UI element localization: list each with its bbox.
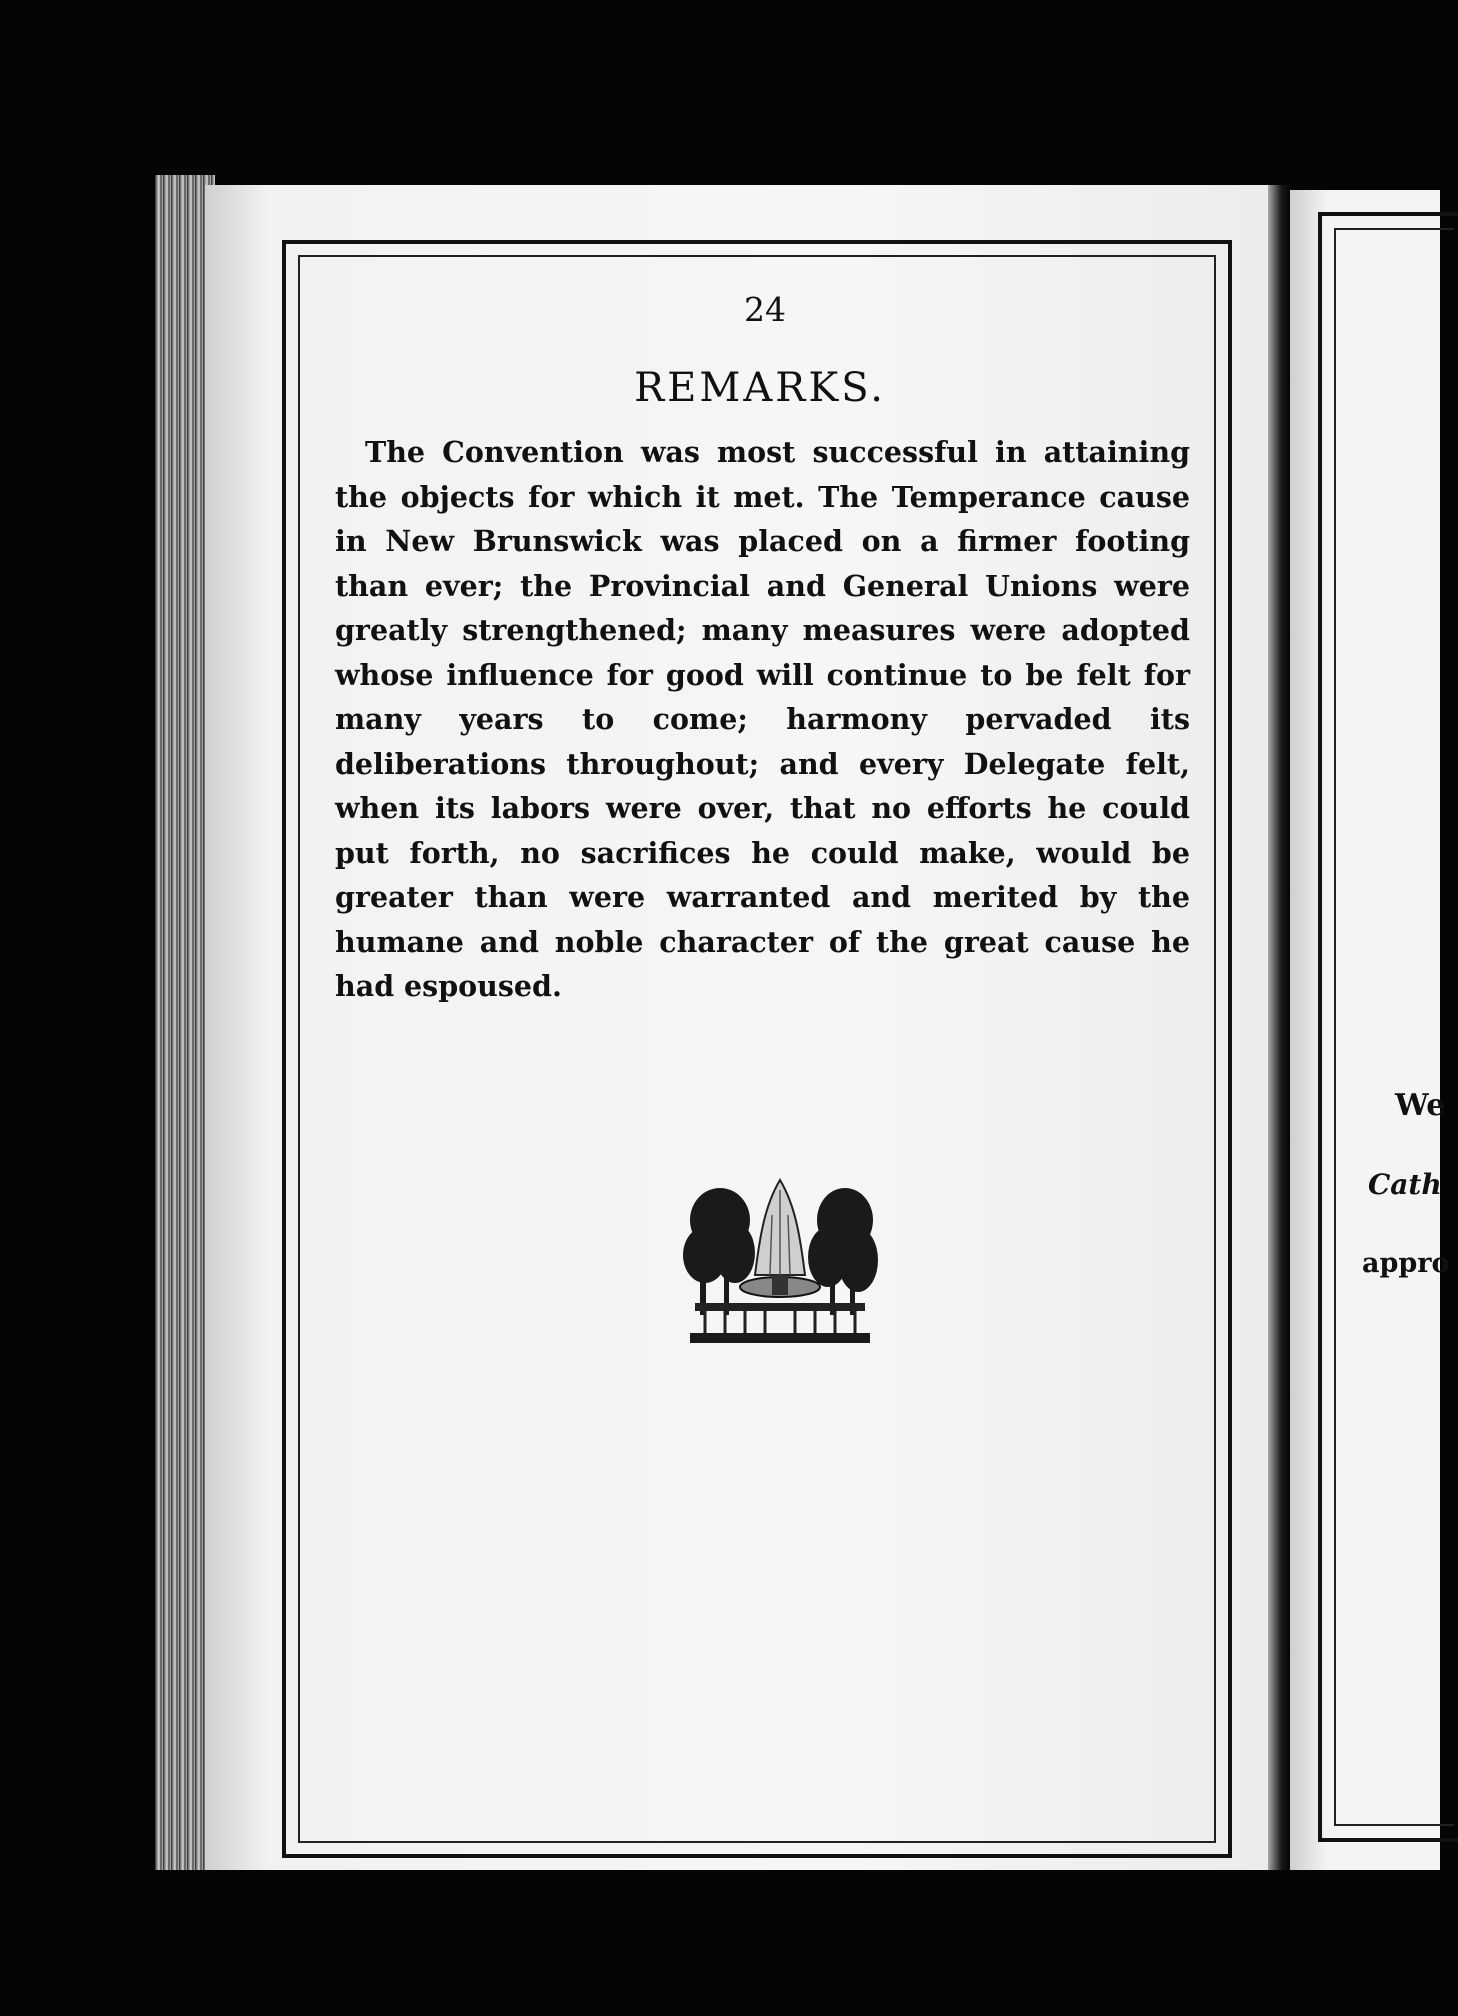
right-page-fragment: appro <box>1362 1248 1450 1279</box>
right-page-fragment: We <box>1395 1088 1446 1123</box>
fountain-ornament <box>680 1175 880 1353</box>
book-gutter <box>1268 185 1290 1870</box>
page-number: 24 <box>744 290 786 329</box>
remarks-paragraph: The Convention was most successful in attaining the objects for which it met. The Temperance cause in New Brunswick was placed on a firmer footing than ever; the Provincial and General Unions were greatly strengthened; many measures were adopted whose influence for good will continue to be felt for many years to come; harmony pervaded its deliberations throughout; and every Delegate felt, when its labors were over, that no efforts he could put forth, no sacrifices he could make, would be greater than were warranted and merited by the humane and noble character of the great cause he had espoused. <box>335 435 1190 1003</box>
right-page-fragment: Cath <box>1368 1168 1442 1201</box>
section-heading: REMARKS. <box>634 365 886 411</box>
right-page-border-inner <box>1334 228 1454 1826</box>
